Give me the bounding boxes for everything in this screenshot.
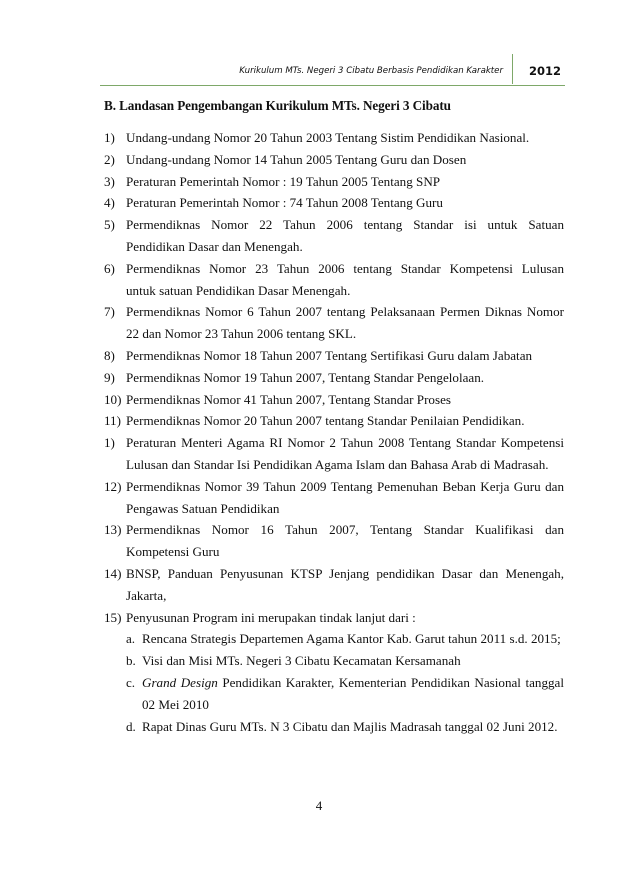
page-number: 4: [315, 798, 323, 813]
sub-list-item-italic: Grand Design: [142, 674, 218, 690]
list-item-number: 14): [104, 565, 122, 581]
header-rule: [100, 85, 565, 86]
list-item: [104, 214, 564, 258]
list-item-text: Permendiknas Nomor 16 Tahun 2007, Tentang Standar Kualifikasi dan: [126, 522, 564, 538]
header-title: Kurikulum MTs. Negeri 3 Cibatu Berbasis Pendidikan Karakter: [239, 66, 503, 76]
list-item-text: Permendiknas Nomor 6 Tahun 2007 tentang Pelaksanaan Permen Diknas Nomor: [126, 304, 564, 320]
list-item-number: 4): [104, 195, 115, 211]
list-item-text: BNSP, Panduan Penyusunan KTSP Jenjang pendidikan Dasar dan Menengah,: [126, 565, 564, 581]
sub-list-item-text: 02 Mei 2010: [142, 696, 209, 712]
sub-list-item-text: Rencana Strategis Departemen Agama Kantor Kab. Garut tahun 2011 s.d. 2015;: [142, 631, 561, 647]
list-item-text: Penyusunan Program ini merupakan tindak lanjut dari :: [126, 609, 416, 625]
sub-list-item-letter: d.: [126, 718, 136, 734]
sub-list-item-letter: b.: [126, 653, 136, 669]
list-item-text: Permendiknas Nomor 41 Tahun 2007, Tentang Standar Proses: [126, 391, 451, 407]
list-item-text: Permendiknas Nomor 20 Tahun 2007 tentang Standar Penilaian Pendidikan.: [126, 413, 525, 429]
list-item-text: Permendiknas Nomor 22 Tahun 2006 tentang Standar isi untuk Satuan: [126, 217, 564, 233]
list-item-number: 1): [104, 130, 115, 145]
list-item-number: 12): [104, 478, 122, 494]
sub-list-item-text: Rapat Dinas Guru MTs. N 3 Cibatu dan Majlis Madrasah tanggal 02 Juni 2012.: [142, 718, 558, 734]
list-item-number: 8): [104, 347, 115, 363]
list-item: [104, 607, 564, 629]
list-item: [104, 563, 564, 607]
list-item-text: Kompetensi Guru: [126, 544, 220, 560]
sub-list-item-letter: c.: [126, 674, 136, 690]
sub-list-item: [126, 672, 564, 716]
list-item-text: Jakarta,: [126, 587, 167, 603]
list-item-text: Undang-undang Nomor 14 Tahun 2005 Tentang Guru dan Dosen: [126, 151, 467, 167]
list-item: [104, 476, 564, 520]
list-item-text: Permendiknas Nomor 19 Tahun 2007, Tentang Standar Pengelolaan.: [126, 369, 485, 385]
sub-list-item-text: Visi dan Misi MTs. Negeri 3 Cibatu Kecamatan Kersamanah: [142, 653, 461, 669]
list-item-number: 6): [104, 260, 115, 276]
list-item-number: 3): [104, 173, 115, 189]
list-item: [104, 258, 564, 302]
list-item: [104, 127, 564, 149]
list-item: [104, 171, 564, 193]
list-item: [104, 367, 564, 389]
list-item: [104, 149, 564, 171]
list-item-text: Permendiknas Nomor 18 Tahun 2007 Tentang Sertifikasi Guru dalam Jabatan: [126, 347, 533, 363]
list-item-text: Undang-undang Nomor 20 Tahun 2003 Tentang Sistim Pendidikan Nasional.: [126, 130, 530, 145]
list-item-number: 2): [104, 151, 115, 167]
header-divider: [512, 54, 513, 84]
list-item-number: 10): [104, 391, 122, 407]
list-item: [104, 345, 564, 367]
list-item-number: 9): [104, 369, 115, 385]
list-item-text: Permendiknas Nomor 23 Tahun 2006 tentang Standar Kompetensi Lulusan: [126, 260, 564, 276]
list-item-text: Pengawas Satuan Pendidikan: [126, 500, 280, 516]
sub-list-item: [126, 650, 564, 672]
list-item: [104, 192, 564, 214]
sub-list-item-letter: a.: [126, 631, 136, 647]
list-item-number: 11): [104, 413, 121, 429]
list-item-text: Peraturan Pemerintah Nomor : 74 Tahun 2008 Tentang Guru: [126, 195, 443, 211]
list-item-number: 15): [104, 609, 122, 625]
list-item-text: Peraturan Menteri Agama RI Nomor 2 Tahun 2008 Tentang Standar Kompetensi: [126, 435, 564, 451]
list-item: [104, 410, 564, 432]
header-year: 2012: [528, 64, 561, 78]
sub-list-item-text: [142, 672, 564, 694]
list-item: [104, 519, 564, 563]
list-item-text: untuk satuan Pendidikan Dasar Menengah.: [126, 282, 351, 298]
list-item-text: Peraturan Pemerintah Nomor : 19 Tahun 2005 Tentang SNP: [126, 173, 441, 189]
section-title: B. Landasan Pengembangan Kurikulum MTs. Negeri 3 Cibatu: [104, 98, 451, 113]
list-item-text: 22 dan Nomor 23 Tahun 2006 tentang SKL.: [126, 326, 357, 342]
list-item-number: 5): [104, 217, 115, 233]
list-item-text: Lulusan dan Standar Isi Pendidikan Agama Islam dan Bahasa Arab di Madrasah.: [126, 456, 549, 472]
page-header: [100, 54, 565, 86]
sub-list-item: [126, 628, 564, 650]
list-item-text: Pendidikan Dasar dan Menengah.: [126, 238, 303, 254]
sub-list-item-rest: Pendidikan Karakter, Kementerian Pendidikan Nasional tanggal: [217, 674, 565, 690]
list-item-text: Permendiknas Nomor 39 Tahun 2009 Tentang Pemenuhan Beban Kerja Guru dan: [126, 478, 564, 494]
list-item-number: 7): [104, 304, 115, 320]
legal-basis-list: [104, 127, 564, 737]
sub-list-item: [126, 716, 564, 738]
list-item: [104, 432, 564, 476]
list-item: [104, 389, 564, 411]
list-item-number: 1): [104, 435, 115, 451]
list-item: [104, 301, 564, 345]
list-item-number: 13): [104, 522, 122, 538]
